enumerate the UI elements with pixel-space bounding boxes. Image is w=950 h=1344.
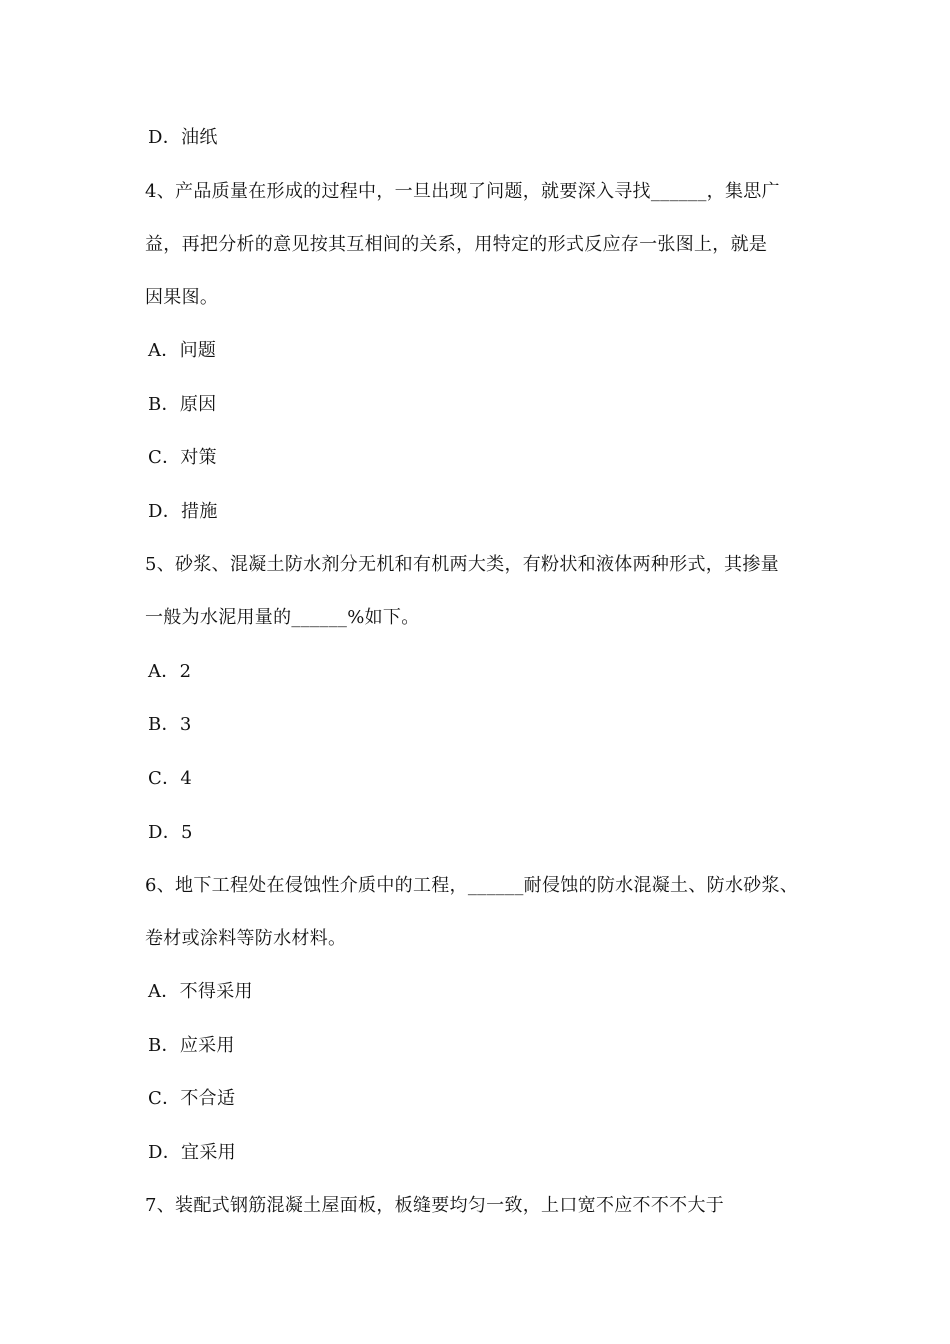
q7-stem-line-1: 7、装配式钢筋混凝土屋面板，板缝要均匀一致，上口宽不应不不不大于 [145,1195,725,1216]
q6-stem-line-2: 卷材或涂料等防水材料。 [145,928,347,949]
q4-option-d: D．措施 [148,501,218,522]
q4-option-b: B．原因 [148,394,217,415]
q6-option-a: A．不得采用 [148,981,253,1002]
q3-option-d: D．油纸 [148,127,218,148]
q6-option-d: D．宜采用 [148,1142,236,1163]
q5-option-d: D．5 [148,822,193,843]
q4-stem-line-1: 4、产品质量在形成的过程中，一旦出现了问题，就要深入寻找______，集思广 [145,181,780,202]
q4-stem-line-3: 因果图。 [145,287,219,308]
q5-stem-line-1: 5、砂浆、混凝土防水剂分无机和有机两大类，有粉状和液体两种形式，其掺量 [145,554,779,575]
q6-option-c: C．不合适 [148,1088,236,1109]
q5-option-b: B．3 [148,714,192,735]
q6-stem-line-1: 6、地下工程处在侵蚀性介质中的工程，______耐侵蚀的防水混凝土、防水砂浆、 [145,875,799,896]
q5-option-c: C．4 [148,768,193,789]
q5-stem-line-2: 一般为水泥用量的______%如下。 [145,607,420,628]
q4-option-a: A．问题 [148,340,217,361]
q6-option-b: B．应采用 [148,1035,235,1056]
q4-option-c: C．对策 [148,447,217,468]
q5-option-a: A．2 [148,661,192,682]
q4-stem-line-2: 益，再把分析的意见按其互相间的关系，用特定的形式反应存一张图上，就是 [145,234,768,255]
